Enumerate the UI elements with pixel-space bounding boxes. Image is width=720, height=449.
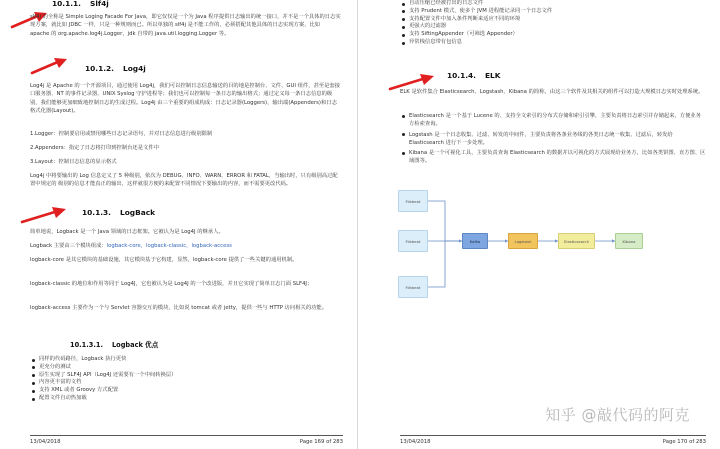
list-item: 异常栈信息带有包信息 xyxy=(400,39,706,47)
heading-elk: 10.1.4. ELK xyxy=(447,71,501,80)
list-item: 支持 XML 或者 Groovy 方式配置 xyxy=(30,387,341,395)
paragraph-logger: 1.Logger：控制要启用或禁用哪些日志记录语句，并对日志信息进行级别限制 xyxy=(30,131,213,137)
paragraph-logback-classic: logback-classic 的地位和作用等同于 Log4J，它也被认为是 Log4J 的一个改进版，并且它实现了简单日志门面 SLF4J； xyxy=(30,281,313,287)
footer-date: 13/04/2018 xyxy=(400,439,431,445)
red-arrow-annotation xyxy=(30,56,70,76)
red-arrow-annotation xyxy=(20,205,68,225)
list-item: 更强大的过滤器 xyxy=(400,23,706,31)
elk-components-list xyxy=(400,112,706,166)
paragraph-log4j: Log4j 是 Apache 的一个开源项目，通过使用 Log4j，我们可以控制日志信息输送的目的地是控制台、文件、GUI 组件，甚至是套接口服务器、NT 的事件记录器、UNIX Syslog 守护进程等；我们也可以控制每一条日志的输出格式；通过定义每一条日志信息的级别，我们能够更加细致地控制日志的生成过程。Log4j 由三个重要的组成构成：日志记录器(Loggers)，输出端(Appenders)和日志格式化器(Layout)。 xyxy=(30,83,340,114)
page-footer xyxy=(30,435,343,449)
list-item: Kibana 是一个可视化工具，主要负责查询 Elasticsearch 的数据并以可视化的方式展现给业务方，比如各类饼图、直方图、区域图等。 xyxy=(400,149,706,166)
heading-log4j: 10.1.2. Log4j xyxy=(85,64,146,73)
logback-module-links[interactable]: logback-core，logback-classic，logback-access xyxy=(106,243,232,249)
elk-architecture-diagram xyxy=(390,183,680,313)
paragraph-layout: 3.Layout：控制日志信息的显示格式 xyxy=(30,159,117,165)
zhihu-watermark: 知乎 @敲代码的阿克 xyxy=(545,406,690,424)
paragraph-appenders: 2.Appenders：指定了日志将打印到控制台还是文件中 xyxy=(30,145,159,151)
paragraph-logback-access: logback-access 主要作为一个与 Servlet 容器交互的模块，比如说 tomcat 或者 jetty，提供一些与 HTTP 访问相关的功能。 xyxy=(30,305,328,311)
elasticsearch-node: Elasticsearch xyxy=(558,233,595,249)
list-item: 支持 Prudent 模式，使多个 JVM 进程能记录同一个日志文件 xyxy=(400,8,706,16)
list-item: Elasticsearch 是一个基于 Lucene 的、支持全文索引的分布式存储和索引引擎，主要负责将日志索引并存储起来，方便业务方检索查询。 xyxy=(400,112,706,129)
paragraph-logback-modules: Logback 主要由三个模块组成：logback-core，logback-classic，logback-access xyxy=(30,243,232,249)
footer-date: 13/04/2018 xyxy=(30,439,61,445)
list-item: 同样的代码路径，Logback 执行更快 xyxy=(30,356,341,364)
list-item: Logstash 是一个日志收集、过滤、转发的中间件，主要负责将各条业务线的各类日志统一收集、过滤后，转发给 Elasticsearch 进行下一步处理。 xyxy=(400,131,706,148)
kibana-node: Kibana xyxy=(615,233,643,249)
document-page-169 xyxy=(0,0,358,449)
paragraph-levels: Log4j 中将要输出的 Log 信息定义了 5 种级别，依次为 DEBUG、INFO、WARN、ERROR 和 FATAL，当输出时，只有级别高过配置中规定的 级别的信息才能真正的输出，这样就很方便的来配置不同情况下要输出的内容，而不需要更改代码。 xyxy=(30,173,338,188)
heading-slf4j: 10.1.1. Slf4j xyxy=(52,0,109,8)
list-item: 支持 SiftingAppender（可筛选 Appender） xyxy=(400,31,706,39)
paragraph-slf4j: slf4j 的全称是 Simple Loging Facade For Java，即它仅仅是一个为 Java 程序提供日志输出的统一接口，并不是一个具体的日志实现方案，就比如 JDBC 一样，只是一种规则而已。所以单独的 slf4j 是不能工作的，必须搭配其他具体的日志实现方案，比如 apache 的 org.apache.log4j.Logger，jdk 自带的 java.util.logging.Logger 等。 xyxy=(30,14,341,37)
kafka-node: Kafka xyxy=(462,233,488,249)
paragraph-elk: ELK 是软件集合 Elasticsearch、Logstash、Kibana 的简称，由这三个软件及其相关的组件可以打造大规模日志实时处理系统。 xyxy=(400,89,704,95)
advantages-list xyxy=(30,356,341,403)
filebeat-node: Filebeat xyxy=(398,230,428,252)
heading-logback: 10.1.3. LogBack xyxy=(82,208,155,217)
paragraph-logback-intro: 简单地说，Logback 是一个 Java 领域的日志框架。它被认为是 Log4J 的继承人。 xyxy=(30,229,224,235)
list-item: 内容更丰富的文档 xyxy=(30,379,341,387)
logback-features-list xyxy=(400,0,706,47)
filebeat-node: Filebeat xyxy=(398,276,428,298)
list-item: 更充分的测试 xyxy=(30,364,341,372)
logstash-node: Logstash xyxy=(508,233,538,249)
page-footer xyxy=(400,435,706,449)
footer-page-number: Page 169 of 283 xyxy=(299,439,343,445)
paragraph-logback-core: logback-core 是其它模块的基础设施，其它模块基于它构建，显然，logback-core 提供了一些关键的通用机制。 xyxy=(30,257,298,263)
list-item: 配置文件自动热加载 xyxy=(30,395,341,403)
footer-page-number: Page 170 of 283 xyxy=(662,439,706,445)
list-item: 自动压缩已经被打出的日志文件 xyxy=(400,0,706,8)
list-item: 原生实现了 SLF4J API（Log4J 还需要有一个中间转换层） xyxy=(30,372,341,380)
heading-logback-advantages: 10.1.3.1. Logback 优点 xyxy=(70,341,159,349)
document-page-170 xyxy=(360,0,720,449)
filebeat-node: Filebeat xyxy=(398,190,428,212)
list-item: 支持配置文件中加入条件判断来适应不同的环境 xyxy=(400,16,706,24)
